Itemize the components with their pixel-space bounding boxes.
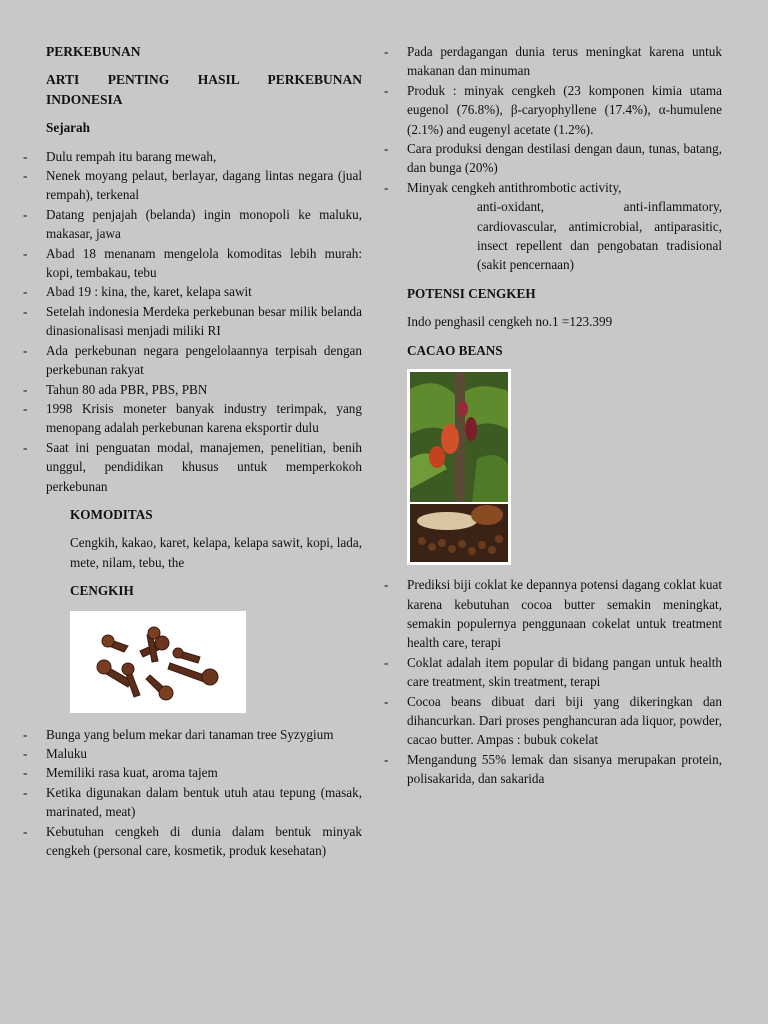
list-item: - Pada perdagangan dunia terus meningkat karena untuk makanan dan minuman bbox=[407, 42, 722, 81]
list-item: - Cara produksi dengan destilasi dengan daun, tunas, batang, dan bunga (20%) bbox=[407, 139, 722, 178]
list-item: - Ketika digunakan dalam bentuk utuh atau tepung (masak, marinated, meat) bbox=[46, 783, 362, 822]
list-item: - Memiliki rasa kuat, aroma tajem bbox=[46, 763, 362, 782]
list-item: - Setelah indonesia Merdeka perkebunan besar milik belanda dinasionalisasi menjadi miliki RI bbox=[46, 302, 362, 341]
cacao-list bbox=[407, 575, 722, 788]
list-item: - Abad 18 menanam mengelola komoditas lebih murah: kopi, tembakau, tebu bbox=[46, 244, 362, 283]
list-item: - Saat ini penguatan modal, manajemen, penelitian, benih unggul, pendidikan khusus untuk memperkokoh perkebunan bbox=[46, 438, 362, 496]
sejarah-heading: Sejarah bbox=[46, 120, 90, 136]
list-item: - Tahun 80 ada PBR, PBS, PBN bbox=[46, 380, 362, 399]
list-item: - Maluku bbox=[46, 744, 362, 763]
doc-title: PERKEBUNAN bbox=[46, 44, 141, 59]
list-item: - Kebutuhan cengkeh di dunia dalam bentuk minyak cengkeh (personal care, kosmetik, produk kesehatan) bbox=[46, 822, 362, 861]
cengkih-list-cont bbox=[407, 42, 722, 197]
sejarah-list bbox=[46, 147, 362, 496]
clove-image bbox=[70, 611, 246, 713]
list-item: - Ada perkebunan negara pengelolaannya terpisah dengan perkebunan rakyat bbox=[46, 341, 362, 380]
list-item: - Coklat adalah item popular di bidang pangan untuk health care treatment, skin treatment, terapi bbox=[407, 653, 722, 692]
komoditas-heading: KOMODITAS bbox=[70, 506, 153, 522]
list-item: - Mengandung 55% lemak dan sisanya merupakan protein, polisakarida, dan sakarida bbox=[407, 750, 722, 789]
list-item: - Nenek moyang pelaut, berlayar, dagang lintas negara (jual rempah), terkenal bbox=[46, 166, 362, 205]
minyak-cont-text: anti-oxidant, anti-inflammatory, cardiovascular, antimicrobial, antiparasitic, insect repellent dan pengobatan tradisional (sakit pencernaan) bbox=[477, 199, 722, 273]
list-item: - Cocoa beans dibuat dari biji yang dikeringkan dan dihancurkan. Dari proses penghancuran ada liquor, powder, cacao butter. Ampas : bubuk cokelat bbox=[407, 692, 722, 750]
left-column bbox=[46, 42, 362, 860]
clove-illustration bbox=[70, 611, 246, 713]
cengkih-heading: CENGKIH bbox=[70, 583, 134, 599]
list-item: - Produk : minyak cengkeh (23 komponen kimia utama eugenol (76.8%), β-caryophyllene (17.4%), α-humulene (2.1%) and eugenyl acetate (1.2%). bbox=[407, 81, 722, 139]
section-title-arti-penting: ARTI PENTING HASIL PERKEBUNAN INDONESIA bbox=[46, 72, 362, 107]
cengkih-list bbox=[46, 725, 362, 861]
list-item: - Bunga yang belum mekar dari tanaman tree Syzygium bbox=[46, 725, 362, 744]
cacao-illustration bbox=[407, 369, 511, 565]
list-item: - Minyak cengkeh antithrombotic activity, bbox=[407, 178, 722, 197]
potensi-text: Indo penghasil cengkeh no.1 =123.399 bbox=[407, 314, 613, 330]
list-item: - 1998 Krisis moneter banyak industry terimpak, yang menopang adalah perkebunan karena eksportir dulu bbox=[46, 399, 362, 438]
list-item: - Dulu rempah itu barang mewah, bbox=[46, 147, 362, 166]
cacao-heading: CACAO BEANS bbox=[407, 342, 503, 358]
list-item: - Abad 19 : kina, the, karet, kelapa sawit bbox=[46, 282, 362, 301]
cacao-image bbox=[407, 369, 511, 565]
list-item: - Prediksi biji coklat ke depannya potensi dagang coklat kuat karena kebutuhan cocoa butter semakin meningkat, semakin populernya penggunaan cokelat untuk treatment health care, terapi bbox=[407, 575, 722, 653]
komoditas-text: Cengkih, kakao, karet, kelapa, kelapa sawit, kopi, lada, mete, nilam, tebu, the bbox=[70, 535, 362, 570]
list-item: - Datang penjajah (belanda) ingin monopoli ke maluku, makasar, jawa bbox=[46, 205, 362, 244]
right-column bbox=[407, 42, 722, 789]
potensi-heading: POTENSI CENGKEH bbox=[407, 285, 536, 301]
